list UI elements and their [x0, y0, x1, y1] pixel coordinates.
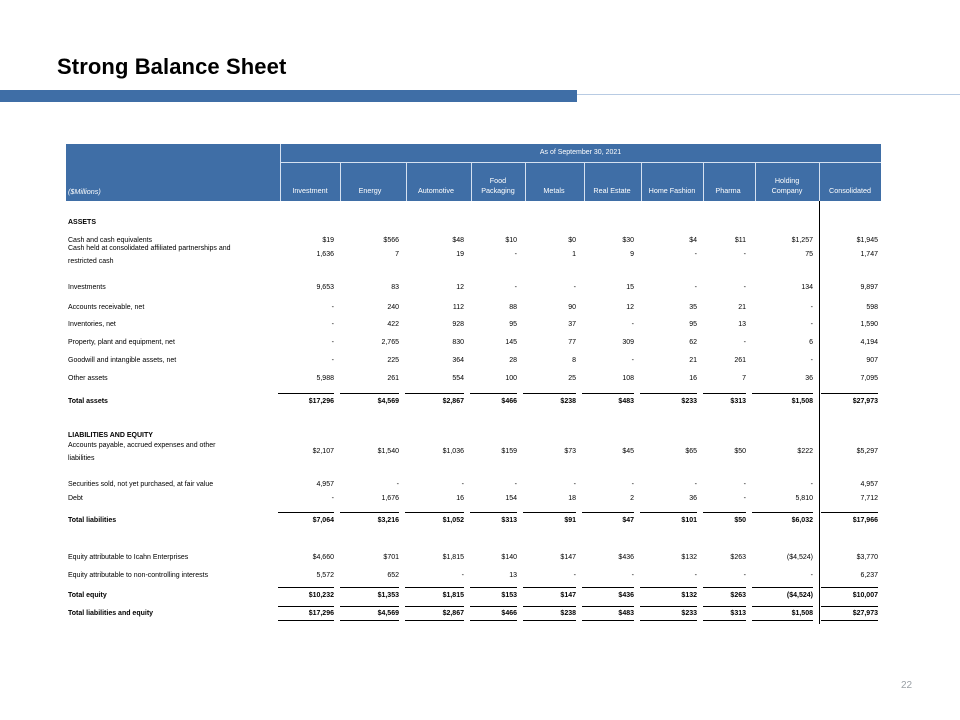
total-rule	[582, 606, 634, 607]
cell-value: $140	[501, 554, 517, 561]
cell-value: -	[631, 321, 634, 328]
cell-value: -	[331, 304, 334, 311]
cell-value: 598	[866, 304, 878, 311]
cell-value: $4,569	[377, 398, 399, 405]
row-label: Investments	[68, 284, 106, 291]
row-label: Total assets	[68, 398, 108, 405]
cell-value: 154	[505, 495, 517, 502]
cell-value: $3,770	[856, 554, 878, 561]
cell-value: $19	[322, 237, 334, 244]
cell-value: $1,052	[442, 517, 464, 524]
cell-value: $65	[685, 448, 697, 455]
total-rule	[278, 393, 334, 394]
cell-value: 18	[568, 495, 576, 502]
page-number: 22	[901, 680, 913, 691]
cell-value: -	[573, 572, 576, 579]
cell-value: -	[573, 284, 576, 291]
cell-value: $313	[730, 398, 746, 405]
cell-value: -	[810, 321, 813, 328]
total-rule	[821, 393, 878, 394]
cell-value: $233	[681, 398, 697, 405]
cell-value: 36	[689, 495, 697, 502]
cell-value: $1,815	[442, 554, 464, 561]
cell-value: 9,653	[316, 284, 334, 291]
cell-value: -	[810, 357, 813, 364]
cell-value: 36	[805, 375, 813, 382]
cell-value: 1,636	[316, 251, 334, 258]
row-label: Cash and cash equivalents	[68, 237, 153, 244]
cell-value: 19	[456, 251, 464, 258]
cell-value: 90	[568, 304, 576, 311]
cell-value: -	[810, 481, 813, 488]
cell-value: 5,572	[316, 572, 334, 579]
total-rule	[470, 620, 517, 621]
cell-value: 309	[622, 339, 634, 346]
cell-value: $5,297	[856, 448, 878, 455]
cell-value: $263	[730, 592, 746, 599]
row-label: Total liabilities	[68, 517, 117, 524]
total-rule	[405, 606, 464, 607]
cell-value: $238	[560, 610, 576, 617]
total-rule	[340, 620, 399, 621]
total-rule	[703, 512, 746, 513]
cell-value: 21	[689, 357, 697, 364]
cell-value: $7,064	[312, 517, 334, 524]
total-rule	[405, 512, 464, 513]
cell-value: $436	[618, 592, 634, 599]
cell-value: -	[694, 251, 697, 258]
total-rule	[582, 620, 634, 621]
row-label: Debt	[68, 495, 83, 502]
total-rule	[470, 606, 517, 607]
total-rule	[523, 393, 576, 394]
cell-value: $73	[564, 448, 576, 455]
column-header: Home Fashion	[648, 186, 696, 195]
cell-value: 1,747	[860, 251, 878, 258]
cell-value: 9	[630, 251, 634, 258]
row-label: Other assets	[68, 375, 108, 382]
cell-value: $147	[560, 592, 576, 599]
cell-value: $1,540	[377, 448, 399, 455]
cell-value: 6	[809, 339, 813, 346]
cell-value: 2	[630, 495, 634, 502]
total-rule	[340, 512, 399, 513]
total-rule	[640, 587, 697, 588]
cell-value: 7	[395, 251, 399, 258]
total-rule	[405, 620, 464, 621]
row-label: Accounts receivable, net	[68, 304, 145, 311]
cell-value: 652	[387, 572, 399, 579]
cell-value: -	[331, 357, 334, 364]
cell-value: -	[514, 251, 517, 258]
cell-value: $159	[501, 448, 517, 455]
cell-value: $45	[622, 448, 634, 455]
cell-value: 77	[568, 339, 576, 346]
cell-value: 75	[805, 251, 813, 258]
cell-value: $17,296	[308, 398, 334, 405]
row-label: Total liabilities and equity	[68, 610, 154, 617]
total-rule	[523, 620, 576, 621]
cell-value: $1,257	[791, 237, 813, 244]
cell-value: 62	[689, 339, 697, 346]
cell-value: $4	[689, 237, 697, 244]
cell-value: 364	[452, 357, 464, 364]
total-rule	[821, 587, 878, 588]
cell-value: 134	[801, 284, 813, 291]
cell-value: 12	[626, 304, 634, 311]
cell-value: $47	[622, 517, 634, 524]
cell-value: 4,194	[860, 339, 878, 346]
total-rule	[640, 512, 697, 513]
cell-value: -	[810, 572, 813, 579]
row-label: Inventories, net	[68, 321, 116, 328]
cell-value: $11	[734, 237, 746, 244]
cell-value: 8	[572, 357, 576, 364]
cell-value: $238	[560, 398, 576, 405]
cell-value: $483	[618, 610, 634, 617]
cell-value: 5,988	[316, 375, 334, 382]
total-rule	[582, 587, 634, 588]
total-rule	[703, 620, 746, 621]
cell-value: 554	[452, 375, 464, 382]
total-rule	[821, 606, 878, 607]
cell-value: $222	[797, 448, 813, 455]
column-header: Automotive	[418, 186, 454, 195]
cell-value: $50	[734, 448, 746, 455]
cell-value: $466	[501, 398, 517, 405]
cell-value: $1,815	[442, 592, 464, 599]
cell-value: -	[396, 481, 399, 488]
cell-value: $4,660	[312, 554, 334, 561]
cell-value: $147	[560, 554, 576, 561]
total-rule	[640, 393, 697, 394]
cell-value: $233	[681, 610, 697, 617]
cell-value: -	[743, 572, 746, 579]
cell-value: $10,232	[308, 592, 334, 599]
cell-value: -	[743, 251, 746, 258]
cell-value: 9,897	[860, 284, 878, 291]
total-rule	[278, 512, 334, 513]
total-rule	[405, 393, 464, 394]
cell-value: -	[514, 284, 517, 291]
cell-value: -	[331, 321, 334, 328]
total-rule	[278, 620, 334, 621]
total-rule	[405, 587, 464, 588]
cell-value: 7,712	[860, 495, 878, 502]
cell-value: 15	[626, 284, 634, 291]
row-label: Cash held at consolidated affiliated partnerships and restricted cash	[68, 245, 231, 265]
cell-value: 25	[568, 375, 576, 382]
cell-value: $10	[505, 237, 517, 244]
cell-value: $1,508	[791, 610, 813, 617]
cell-value: $4,569	[377, 610, 399, 617]
row-label: Securities sold, not yet purchased, at fair value	[68, 481, 214, 488]
column-header: Holding Company	[771, 176, 803, 195]
title-accent-line	[577, 94, 960, 95]
cell-value: 4,957	[316, 481, 334, 488]
cell-value: -	[743, 481, 746, 488]
column-header: Energy	[358, 186, 382, 195]
cell-value: 37	[568, 321, 576, 328]
cell-value: 13	[509, 572, 517, 579]
column-header: Pharma	[715, 186, 741, 195]
total-rule	[340, 587, 399, 588]
total-rule	[582, 512, 634, 513]
total-rule	[278, 587, 334, 588]
total-rule	[582, 393, 634, 394]
cell-value: 1	[572, 251, 576, 258]
column-header: Metals	[543, 186, 565, 195]
total-rule	[752, 587, 813, 588]
column-header: Consolidated	[829, 186, 871, 195]
cell-value: -	[461, 481, 464, 488]
cell-value: $132	[681, 554, 697, 561]
total-rule	[752, 512, 813, 513]
cell-value: -	[694, 481, 697, 488]
total-rule	[821, 620, 878, 621]
period-header: As of September 30, 2021	[280, 144, 881, 163]
cell-value: 928	[452, 321, 464, 328]
title-accent-bar	[0, 90, 577, 102]
cell-value: -	[331, 339, 334, 346]
cell-value: $0	[568, 237, 576, 244]
cell-value: 95	[689, 321, 697, 328]
total-rule	[523, 606, 576, 607]
cell-value: 5,810	[795, 495, 813, 502]
cell-value: 261	[734, 357, 746, 364]
slide-title: Strong Balance Sheet	[57, 54, 287, 79]
cell-value: $48	[452, 237, 464, 244]
cell-value: 108	[622, 375, 634, 382]
total-rule	[703, 393, 746, 394]
cell-value: $91	[564, 517, 576, 524]
cell-value: $6,032	[791, 517, 813, 524]
cell-value: -	[514, 481, 517, 488]
row-label: Accounts payable, accrued expenses and other liabilities	[68, 442, 216, 462]
total-rule	[752, 393, 813, 394]
total-rule	[703, 606, 746, 607]
cell-value: 2,765	[381, 339, 399, 346]
cell-value: $466	[501, 610, 517, 617]
cell-value: -	[631, 481, 634, 488]
cell-value: $1,036	[442, 448, 464, 455]
cell-value: 100	[505, 375, 517, 382]
total-rule	[752, 606, 813, 607]
total-rule	[752, 620, 813, 621]
cell-value: -	[573, 481, 576, 488]
cell-value: 7,095	[860, 375, 878, 382]
cell-value: 7	[742, 375, 746, 382]
cell-value: 28	[509, 357, 517, 364]
cell-value: 1,590	[860, 321, 878, 328]
total-rule	[340, 393, 399, 394]
cell-value: $2,107	[312, 448, 334, 455]
cell-value: -	[694, 284, 697, 291]
cell-value: 225	[387, 357, 399, 364]
cell-value: $17,966	[852, 517, 878, 524]
cell-value: 4,957	[860, 481, 878, 488]
total-rule	[340, 606, 399, 607]
cell-value: ($4,524)	[786, 592, 813, 599]
units-label: ($Millions)	[68, 187, 101, 196]
cell-value: 21	[738, 304, 746, 311]
table-header	[66, 144, 881, 201]
cell-value: 907	[866, 357, 878, 364]
cell-value: 112	[452, 304, 464, 311]
total-rule	[703, 587, 746, 588]
cell-value: $101	[681, 517, 697, 524]
cell-value: $1,353	[377, 592, 399, 599]
cell-value: 830	[452, 339, 464, 346]
cell-value: 6,237	[860, 572, 878, 579]
total-rule	[640, 620, 697, 621]
cell-value: 240	[387, 304, 399, 311]
cell-value: -	[810, 304, 813, 311]
cell-value: -	[743, 284, 746, 291]
cell-value: $701	[383, 554, 399, 561]
cell-value: $313	[501, 517, 517, 524]
cell-value: 12	[456, 284, 464, 291]
column-header: Investment	[292, 186, 328, 195]
cell-value: $483	[618, 398, 634, 405]
cell-value: $436	[618, 554, 634, 561]
cell-value: 83	[391, 284, 399, 291]
cell-value: 16	[689, 375, 697, 382]
cell-value: 1,676	[381, 495, 399, 502]
cell-value: $27,973	[852, 610, 878, 617]
total-rule	[470, 393, 517, 394]
cell-value: $27,973	[852, 398, 878, 405]
cell-value: $10,007	[852, 592, 878, 599]
cell-value: -	[461, 572, 464, 579]
cell-value: 16	[456, 495, 464, 502]
cell-value: -	[694, 572, 697, 579]
cell-value: -	[743, 495, 746, 502]
cell-value: $153	[501, 592, 517, 599]
cell-value: $2,867	[442, 610, 464, 617]
cell-value: $313	[730, 610, 746, 617]
row-label: Property, plant and equipment, net	[68, 339, 175, 346]
cell-value: 35	[689, 304, 697, 311]
cell-value: $3,216	[377, 517, 399, 524]
column-header: Food Packaging	[481, 176, 515, 195]
cell-value: -	[743, 339, 746, 346]
column-header: Real Estate	[593, 186, 631, 195]
cell-value: $30	[622, 237, 634, 244]
row-label: ASSETS	[68, 219, 97, 226]
total-rule	[278, 606, 334, 607]
cell-value: -	[631, 572, 634, 579]
cell-value: 261	[387, 375, 399, 382]
cell-value: 88	[509, 304, 517, 311]
total-rule	[523, 587, 576, 588]
total-rule	[821, 512, 878, 513]
cell-value: $1,945	[856, 237, 878, 244]
cell-value: ($4,524)	[786, 554, 813, 561]
cell-value: $566	[383, 237, 399, 244]
cell-value: $132	[681, 592, 697, 599]
cell-value: -	[631, 357, 634, 364]
cell-value: 95	[509, 321, 517, 328]
row-label: Total equity	[68, 592, 107, 599]
cell-value: 145	[505, 339, 517, 346]
cell-value: -	[331, 495, 334, 502]
total-rule	[470, 587, 517, 588]
cell-value: $2,867	[442, 398, 464, 405]
cell-value: $1,508	[791, 398, 813, 405]
row-label: Equity attributable to non-controlling interests	[68, 572, 209, 579]
row-label: Equity attributable to Icahn Enterprises	[68, 554, 189, 561]
cell-value: 422	[387, 321, 399, 328]
row-label: LIABILITIES AND EQUITY	[68, 432, 153, 439]
total-rule	[470, 512, 517, 513]
cell-value: $50	[734, 517, 746, 524]
cell-value: 13	[738, 321, 746, 328]
total-rule	[523, 512, 576, 513]
row-label: Goodwill and intangible assets, net	[68, 357, 177, 364]
cell-value: $17,296	[308, 610, 334, 617]
cell-value: $263	[730, 554, 746, 561]
total-rule	[640, 606, 697, 607]
